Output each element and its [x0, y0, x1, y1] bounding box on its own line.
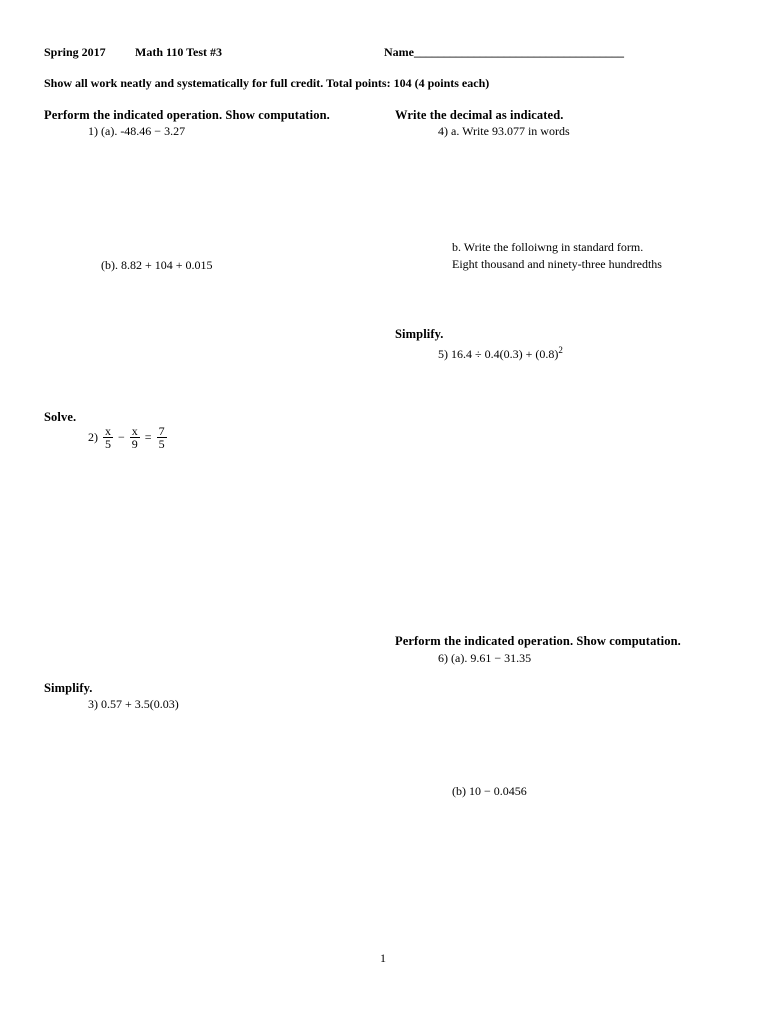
question-4b-line1: b. Write the folloiwng in standard form. [452, 240, 644, 254]
instructions: Show all work neatly and systematically for full credit. Total points: 104 (4 points each) [44, 76, 490, 90]
section-title-decimal: Write the decimal as indicated. [395, 108, 564, 122]
fraction-x-over-5 [103, 425, 113, 450]
name-field[interactable]: Name___________________________________ [384, 45, 624, 59]
course-title: Math 110 Test #3 [135, 45, 223, 59]
question-2 [88, 425, 169, 450]
question-6b: (b) 10 − 0.0456 [452, 784, 527, 798]
question-4b-line2: Eight thousand and ninety-three hundredths [452, 257, 662, 271]
section-title-operation-2: Perform the indicated operation. Show computation. [395, 634, 681, 648]
fraction-numerator: x [131, 424, 138, 438]
exponent: 2 [558, 345, 563, 355]
section-title-simplify-left: Simplify. [44, 681, 93, 695]
question-3: 3) 0.57 + 3.5(0.03) [88, 697, 179, 711]
equals-operator: = [144, 430, 152, 444]
question-2-label: 2) [88, 430, 98, 444]
question-5-expression: 5) 16.4 ÷ 0.4(0.3) + (0.8) [438, 347, 559, 361]
fraction-denominator: 5 [158, 437, 165, 451]
question-5 [438, 345, 563, 362]
question-1b: (b). 8.82 + 104 + 0.015 [101, 258, 213, 272]
minus-operator: − [118, 430, 125, 444]
fraction-denominator: 5 [105, 437, 111, 451]
page-number: 1 [380, 951, 386, 965]
fraction-7-over-5 [157, 425, 167, 450]
section-title-operation: Perform the indicated operation. Show computation. [44, 108, 330, 122]
fraction-x-over-9 [130, 425, 140, 450]
fraction-numerator: 7 [158, 424, 165, 438]
fraction-denominator: 9 [131, 437, 138, 451]
section-title-solve: Solve. [44, 410, 77, 424]
question-4a: 4) a. Write 93.077 in words [438, 124, 570, 138]
question-1a: 1) (a). -48.46 − 3.27 [88, 124, 186, 138]
section-title-simplify-right: Simplify. [395, 327, 444, 341]
fraction-numerator: x [105, 424, 111, 438]
question-6a: 6) (a). 9.61 − 31.35 [438, 651, 532, 665]
term-label: Spring 2017 [44, 45, 106, 59]
